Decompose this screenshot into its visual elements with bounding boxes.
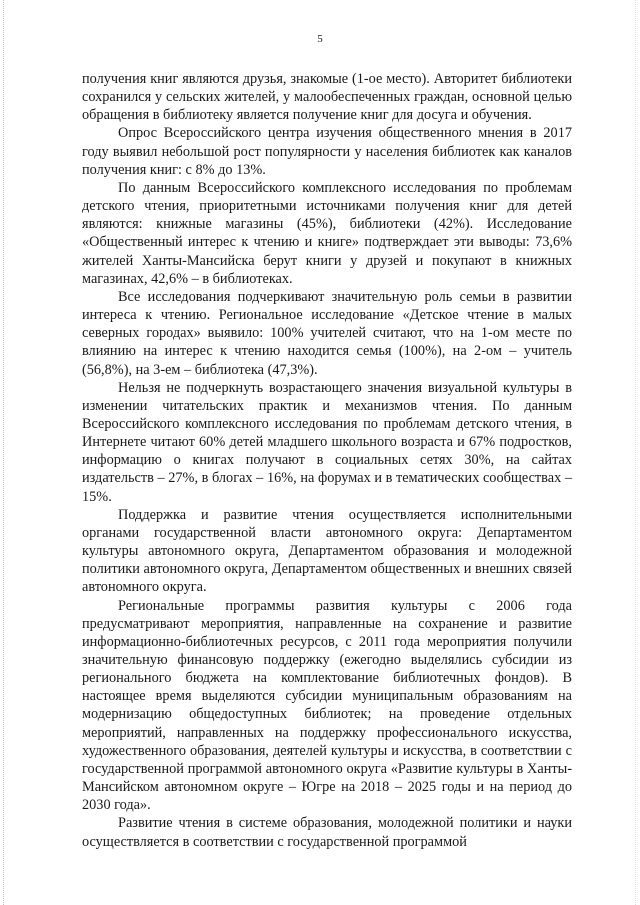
paragraph-visual-culture: Нельзя не подчеркнуть возрастающего значения визуальной культуры в изменении читательских практик и механизмов чтения. По данным Всероссийского комплексного исследования по проблемам детского чтения, в Интернете читают 60% детей младшего школьного возраста и 67% подростков, информацию о книгах получают в социальных сетях 30%, на сайтах издательств – 27%, в блогах – 16%, на форумах и в тематических сообществах – 15%. xyxy=(82,379,572,505)
paragraph-continuation: получения книг являются друзья, знакомые (1-ое место). Авторитет библиотеки сохранился у сельских жителей, у малообеспеченных граждан, основной целью обращения в библиотеку является получение книг для досуга и обучения. xyxy=(82,71,572,124)
scan-edge-left xyxy=(3,0,5,905)
page-number: 5 xyxy=(317,33,323,45)
paragraph-children-reading-sources: По данным Всероссийского комплексного исследования по проблемам детского чтения, приоритетными источниками получения книг для детей являются: книжные магазины (45%), библиотеки (42%). Исследование «Общественный интерес к чтению и книге» подтверждает эти выводы: 73,6% жителей Ханты-Мансийска берут книги у друзей и покупают в книжных магазинах, 42,6% – в библиотеках. xyxy=(82,179,572,287)
paragraph-regional-programs: Региональные программы развития культуры с 2006 года предусматривают мероприятия, направленные на сохранение и развитие информационно-библиотечных ресурсов, с 2011 года мероприятия получили значительную финансовую поддержку (ежегодно выделялись субсидии из регионального бюджета на комплектование библиотечных фондов). В настоящее время выделяются субсидии муниципальным образованиям на модернизацию общедоступных библиотек; на проведение отдельных мероприятий, направленных на поддержку профессионального искусства, художественного образования, деятелей культуры и искусства, в соответствии с государственной программой автономного округа «Развитие культуры в Ханты-Мансийском автономном округе – Югре на 2018 – 2025 годы и на период до 2030 года». xyxy=(82,597,572,814)
scan-edge-right xyxy=(635,0,637,905)
paragraph-vciom-survey: Опрос Всероссийского центра изучения общественного мнения в 2017 году выявил небольшой рост популярности у населения библиотек как каналов получения книг: с 8% до 13%. xyxy=(82,125,572,178)
paragraph-family-role: Все исследования подчеркивают значительную роль семьи в развитии интереса к чтению. Региональное исследование «Детское чтение в малых северных городах» выявило: 100% учителей считают, что на 1-ом месте по влиянию на интерес к чтению находится семья (100%), на 2-ом – учитель (56,8%), на 3-ем – библиотека (47,3%). xyxy=(82,288,572,378)
document-body xyxy=(82,70,572,851)
paragraph-government-support: Поддержка и развитие чтения осуществляется исполнительными органами государственной власти автономного округа: Департаментом культуры автономного округа, Департаментом образования и молодежной политики автономного округа, Департаментом общественных и внешних связей автономного округа. xyxy=(82,506,572,596)
paragraph-education-reading: Развитие чтения в системе образования, молодежной политики и науки осуществляется в соответствии с государственной программой xyxy=(82,815,572,850)
